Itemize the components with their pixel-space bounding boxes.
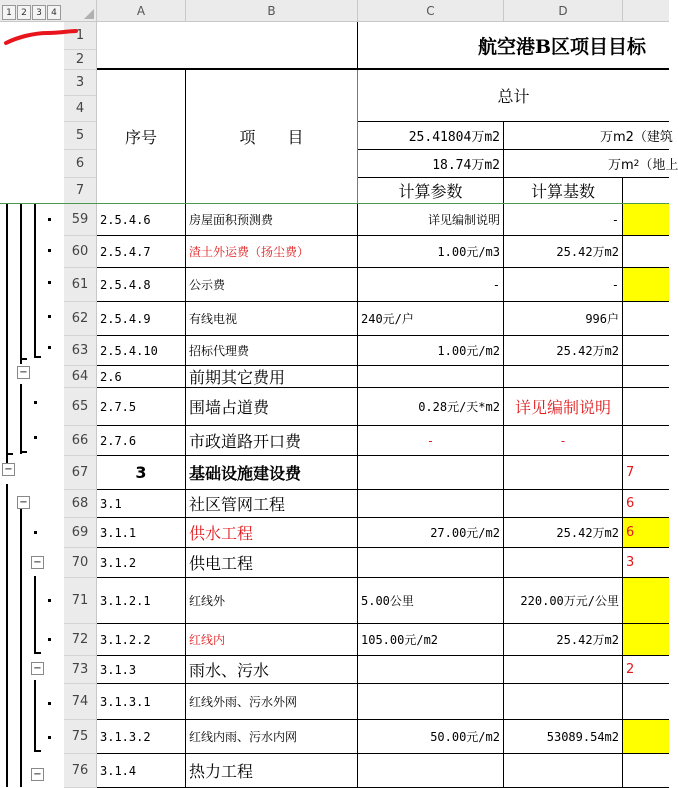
calc-param-cell[interactable]: 1.00元/m3 xyxy=(358,236,504,268)
calc-base-cell[interactable]: 25.42万m2 xyxy=(504,336,623,366)
item-cell[interactable]: 基础设施建设费 xyxy=(186,456,358,490)
outline-bracket-level1-end xyxy=(6,453,13,455)
outline-bracket-level2b xyxy=(20,384,22,454)
calc-param-cell[interactable]: 27.00元/m2 xyxy=(358,518,504,548)
calc-param-cell[interactable] xyxy=(358,656,504,684)
total-cell[interactable]: 6 xyxy=(623,490,669,518)
item-cell[interactable]: 红线外 xyxy=(186,578,358,624)
seq-cell[interactable]: 3.1.2.1 xyxy=(97,578,186,624)
seq-cell[interactable]: 3.1.2.2 xyxy=(97,624,186,656)
row-header[interactable]: 1 xyxy=(64,22,97,50)
area2-unit-superscript: 2 xyxy=(633,158,640,169)
calc-base-cell[interactable]: 25.42万m2 xyxy=(504,236,623,268)
seq-cell[interactable]: 3.1 xyxy=(97,490,186,518)
column-header-d[interactable]: D xyxy=(504,0,623,22)
seq-cell[interactable]: 3.1.2 xyxy=(97,548,186,578)
seq-cell[interactable]: 2.7.5 xyxy=(97,388,186,426)
outline-level-1-button[interactable]: 1 xyxy=(2,5,16,20)
seq-cell[interactable]: 2.5.4.10 xyxy=(97,336,186,366)
seq-cell[interactable]: 2.5.4.8 xyxy=(97,268,186,302)
calc-param-cell[interactable] xyxy=(358,456,504,490)
item-cell[interactable]: 社区管网工程 xyxy=(186,490,358,518)
calc-base-header[interactable]: 计算基数 xyxy=(504,178,623,204)
outline-bracket-level1 xyxy=(6,204,8,466)
outline-dot xyxy=(48,346,51,349)
seq-cell[interactable]: 3 xyxy=(97,456,186,490)
seq-cell[interactable]: 3.1.3 xyxy=(97,656,186,684)
row-header[interactable]: 60 xyxy=(64,236,97,268)
row-header[interactable]: 63 xyxy=(64,336,97,366)
outline-dot xyxy=(48,281,51,284)
seq-cell[interactable]: 2.7.6 xyxy=(97,426,186,456)
item-cell[interactable]: 房屋面积预测费 xyxy=(186,204,358,236)
total-cell[interactable]: 7 xyxy=(623,456,669,490)
calc-base-cell[interactable]: 25.42万m2 xyxy=(504,624,623,656)
total-cell[interactable] xyxy=(623,624,669,656)
outline-dot xyxy=(48,315,51,318)
row-header[interactable]: 62 xyxy=(64,302,97,336)
select-all-triangle-icon xyxy=(84,9,94,19)
calc-param-cell[interactable] xyxy=(358,548,504,578)
calc-param-cell[interactable] xyxy=(358,684,504,720)
row-header[interactable]: 67 xyxy=(64,456,97,490)
calc-base-cell[interactable] xyxy=(504,656,623,684)
calc-param-cell[interactable]: 5.00公里 xyxy=(358,578,504,624)
area1-value-cell[interactable]: 25.41804万m2 xyxy=(358,122,504,150)
total-cell[interactable] xyxy=(623,268,669,302)
area2-value-cell[interactable]: 18.74万m2 xyxy=(358,150,504,178)
item-cell[interactable]: 前期其它费用 xyxy=(186,366,358,388)
outline-dot xyxy=(34,531,37,534)
calc-base-cell[interactable] xyxy=(504,754,623,788)
total-cell[interactable] xyxy=(623,336,669,366)
sheet-title[interactable]: 航空港B区项目目标 xyxy=(358,22,669,70)
calc-base-cell[interactable]: 25.42万m2 xyxy=(504,518,623,548)
calc-base-cell[interactable]: 详见编制说明 xyxy=(504,388,623,426)
area2-unit: 万m xyxy=(608,158,634,173)
header-seq-cell[interactable]: 序号 xyxy=(97,70,186,204)
calc-param-cell[interactable] xyxy=(358,366,504,388)
collapse-row-76-button[interactable]: − xyxy=(31,768,44,781)
collapse-row-68-button[interactable]: − xyxy=(17,496,30,509)
row-header[interactable]: 7 xyxy=(64,178,97,204)
item-cell[interactable]: 供水工程 xyxy=(186,518,358,548)
item-cell[interactable]: 有线电视 xyxy=(186,302,358,336)
calc-param-cell[interactable]: 50.00元/m2 xyxy=(358,720,504,754)
outline-bracket-level3c xyxy=(34,680,36,752)
collapse-row-67-button[interactable]: − xyxy=(2,463,15,476)
item-cell[interactable]: 红线内雨、污水内网 xyxy=(186,720,358,754)
total-cell[interactable] xyxy=(623,578,669,624)
outline-level-2-button[interactable]: 2 xyxy=(17,5,31,20)
total-cell[interactable] xyxy=(623,426,669,456)
calc-param-cell[interactable] xyxy=(358,754,504,788)
outline-bracket-level2c xyxy=(20,508,22,787)
row-header[interactable]: 61 xyxy=(64,268,97,302)
row-header[interactable]: 71 xyxy=(64,578,97,624)
header-item-cell[interactable]: 项 目 xyxy=(186,70,358,204)
area2-label-cell[interactable] xyxy=(504,150,678,178)
item-cell[interactable]: 红线外雨、污水外网 xyxy=(186,684,358,720)
row-header[interactable]: 76 xyxy=(64,754,97,788)
row-header[interactable]: 70 xyxy=(64,548,97,578)
select-all-corner[interactable] xyxy=(64,0,97,22)
calc-base-cell[interactable] xyxy=(504,548,623,578)
item-cell[interactable]: 市政道路开口费 xyxy=(186,426,358,456)
calc-param-cell[interactable]: 1.00元/m2 xyxy=(358,336,504,366)
outline-level-4-button[interactable]: 4 xyxy=(47,5,61,20)
seq-cell[interactable]: 2.5.4.9 xyxy=(97,302,186,336)
row-header[interactable]: 68 xyxy=(64,490,97,518)
row-header[interactable]: 3 xyxy=(64,70,97,96)
seq-cell[interactable]: 2.5.4.7 xyxy=(97,236,186,268)
row-header[interactable]: 72 xyxy=(64,624,97,656)
row-header[interactable]: 69 xyxy=(64,518,97,548)
calc-params-header[interactable]: 计算参数 xyxy=(358,178,504,204)
calc-base-cell[interactable]: 220.00万元/公里 xyxy=(504,578,623,624)
item-cell[interactable]: 公示费 xyxy=(186,268,358,302)
total-cell[interactable] xyxy=(623,720,669,754)
seq-cell[interactable]: 3.1.1 xyxy=(97,518,186,548)
row-header[interactable]: 74 xyxy=(64,684,97,720)
calc-param-cell[interactable]: 240元/户 xyxy=(358,302,504,336)
item-cell[interactable]: 招标代理费 xyxy=(186,336,358,366)
area1-label-cell[interactable]: 万m2（建筑 xyxy=(504,122,669,150)
row-header[interactable]: 64 xyxy=(64,366,97,388)
calc-base-cell[interactable]: - xyxy=(504,426,623,456)
collapse-row-70-button[interactable]: − xyxy=(31,556,44,569)
header-e-cell[interactable] xyxy=(623,178,669,204)
outline-bracket-level3c-end xyxy=(34,750,41,752)
collapse-row-64-button[interactable]: − xyxy=(17,366,30,379)
item-cell[interactable]: 雨水、污水 xyxy=(186,656,358,684)
header-left-blank[interactable] xyxy=(97,22,358,70)
row-header[interactable]: 66 xyxy=(64,426,97,456)
row-header[interactable]: 75 xyxy=(64,720,97,754)
calc-param-cell[interactable] xyxy=(358,490,504,518)
column-header-b[interactable]: B xyxy=(186,0,358,22)
total-cell[interactable]: 2 xyxy=(623,656,669,684)
calc-param-cell[interactable]: - xyxy=(358,426,504,456)
column-header-e[interactable] xyxy=(623,0,669,22)
total-cell[interactable] xyxy=(623,204,669,236)
row-header[interactable]: 5 xyxy=(64,122,97,150)
outline-dot xyxy=(48,702,51,705)
row-header[interactable]: 4 xyxy=(64,96,97,122)
annotation-stroke xyxy=(4,27,78,47)
outline-level-3-button[interactable]: 3 xyxy=(32,5,46,20)
calc-base-cell[interactable]: - xyxy=(504,204,623,236)
seq-cell[interactable]: 3.1.4 xyxy=(97,754,186,788)
row-header[interactable]: 59 xyxy=(64,204,97,236)
calc-param-cell[interactable]: - xyxy=(358,268,504,302)
outline-dot xyxy=(34,401,37,404)
outline-bracket-level3-end xyxy=(34,356,41,358)
row-header[interactable]: 2 xyxy=(64,50,97,70)
item-cell[interactable]: 围墙占道费 xyxy=(186,388,358,426)
outline-bracket-level2-end xyxy=(20,358,27,360)
outline-bracket-level3b-end xyxy=(34,652,41,654)
calc-base-cell[interactable] xyxy=(504,490,623,518)
row-header[interactable]: 65 xyxy=(64,388,97,426)
outline-dot xyxy=(34,436,37,439)
total-cell[interactable] xyxy=(623,236,669,268)
calc-param-cell[interactable]: 0.28元/天*m2 xyxy=(358,388,504,426)
calc-base-cell[interactable]: - xyxy=(504,268,623,302)
item-cell[interactable]: 红线内 xyxy=(186,624,358,656)
calc-base-cell[interactable]: 996户 xyxy=(504,302,623,336)
calc-base-cell[interactable] xyxy=(504,684,623,720)
seq-cell[interactable]: 2.5.4.6 xyxy=(97,204,186,236)
seq-cell[interactable]: 3.1.3.2 xyxy=(97,720,186,754)
outline-bracket-level2b-end xyxy=(20,451,27,453)
column-header-a[interactable]: A xyxy=(97,0,186,22)
total-cell[interactable] xyxy=(623,302,669,336)
total-cell[interactable] xyxy=(623,684,669,720)
outline-dot xyxy=(48,736,51,739)
calc-param-cell[interactable]: 105.00元/m2 xyxy=(358,624,504,656)
total-cell[interactable] xyxy=(623,754,669,788)
outline-dot xyxy=(48,249,51,252)
calc-base-cell[interactable] xyxy=(504,366,623,388)
collapse-row-73-button[interactable]: − xyxy=(31,662,44,675)
row-header[interactable]: 6 xyxy=(64,150,97,178)
outline-bracket-level3 xyxy=(34,204,36,358)
total-cell[interactable] xyxy=(623,388,669,426)
calc-base-cell[interactable] xyxy=(504,456,623,490)
total-cell[interactable] xyxy=(623,366,669,388)
item-cell[interactable]: 供电工程 xyxy=(186,548,358,578)
outline-dot xyxy=(48,218,51,221)
item-cell[interactable]: 热力工程 xyxy=(186,754,358,788)
seq-cell[interactable]: 3.1.3.1 xyxy=(97,684,186,720)
outline-dot xyxy=(48,599,51,602)
column-header-c[interactable]: C xyxy=(358,0,504,22)
outline-bracket-level2 xyxy=(20,204,22,364)
row-header[interactable]: 73 xyxy=(64,656,97,684)
seq-cell[interactable]: 2.6 xyxy=(97,366,186,388)
area2-suffix: （地上 xyxy=(639,158,678,173)
total-cell[interactable]: 6 xyxy=(623,518,669,548)
item-cell[interactable]: 渣土外运费（扬尘费） xyxy=(186,236,358,268)
header-total-cell[interactable]: 总计 xyxy=(358,70,669,122)
calc-param-cell[interactable]: 详见编制说明 xyxy=(358,204,504,236)
calc-base-cell[interactable]: 53089.54m2 xyxy=(504,720,623,754)
outline-bracket-level3b xyxy=(34,576,36,654)
outline-bracket-level1b xyxy=(6,484,8,787)
total-cell[interactable]: 3 xyxy=(623,548,669,578)
outline-dot xyxy=(48,638,51,641)
